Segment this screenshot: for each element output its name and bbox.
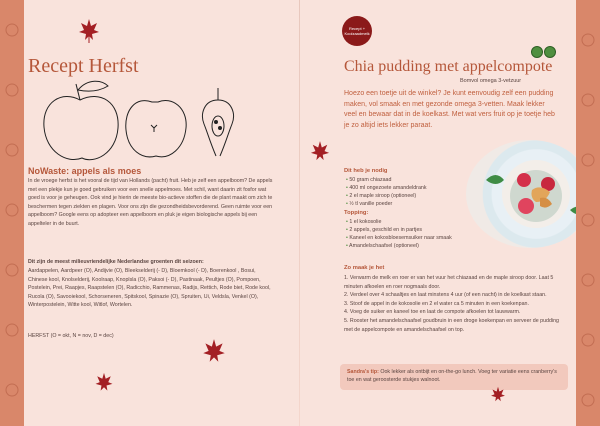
page-title-left: Recept Herfst [28,55,139,77]
maple-leaf-icon [78,18,100,44]
step-item: 2. Verdeel over 4 schaaltjes en laat minstens 4 uur (of een nacht) in de koelkast staan. [344,292,547,299]
topping-title: Topping: [344,210,369,216]
veg-heading: Dit zijn de meest milieuvriendelijke Nederlandse groenten dit seizoen: [28,259,204,265]
tip-box [340,364,568,390]
ingredient-item: • 50 gram chiazaad [346,176,426,184]
ingredient-item: • 2 el maple siroop (optioneel) [346,192,426,200]
ingredient-item: • ½ tl vanille poeder [346,200,426,208]
recipe-subtitle: Bomvol omega 3-vetzuur [460,78,522,84]
ingredients-title: Dit heb je nodig [344,168,388,174]
topping-item: • 2 appels, geschild en in partjes [346,226,452,234]
season-legend: HERFST (O = okt, N = nov, D = dec) [28,333,114,339]
tip-text: Ook lekker als ontbijt en on-the-go lunch. Voeg ter variatie eens cranberry's toe en wat geroosterde stukjes walnoot. [347,369,557,383]
gluten-free-badge-icon [544,46,556,58]
apple-drawings [32,72,244,166]
topping-item: • 1 el kokosolie [346,218,452,226]
stamp-text: Recept + Koolzaadmelk [344,26,370,36]
steps-title: Zo maak je het [344,265,385,271]
recipe-title: Chia pudding met appelcompote [344,58,553,75]
step-item: 3. Stoof de appel in de kokosolie en 2 el water ca 5 minuten in een koekenpan. [344,300,529,307]
maple-leaf-icon [490,386,506,404]
step-item: 5. Rooster het amandelschaafsel goudbruin in een droge koekenpan en serveer de pudding met de appelcompote en amandelschaafsel on top. [344,317,559,333]
pudding-illustration [466,140,576,248]
left-page [24,0,300,426]
maple-leaf-icon [310,140,330,164]
vegan-badge-icon [531,46,543,58]
topping-item: • Amandelschaafsel (optioneel) [346,242,452,250]
step-item: 4. Voeg de suiker en kaneel toe en laat de compote afkoelen tot lauwwarm. [344,309,521,316]
veg-list: Aardappelen, Aardpeer (O), Andijvie (O), Bleekselderij (- D), Bloemkool (- D), Boerenkool , Bosui, Chinese kool, Knolselderij, Koolraap, Knoplsla (O), Paksoi (- D), Pastinaak, Peultjes (O), Pompoen, Postelein, Prei, Raapjes, Raapstelen (O), Radicchio, Rammenas, Radijs, Rettich, Rode biet, Rode kool, Rucola (O), Savooiekool, Schorseneren, Spitskool, Spinazie (O), Spruiten, Ui, Veldsla, Venkel (O), Winterpostelein, Witte kool, Witlof, Wortelen. [28,268,271,309]
ingredients-list [346,176,426,208]
maple-leaf-icon [202,338,226,366]
tip-label: Sandra's tip: [347,369,379,375]
ingredient-item: • 400 ml ongezoete amandeldrank [346,184,426,192]
intro-text-left: In de vroege herfst is het vooral de tijd van Hollands (pacht) fruit. Heb je zelf een appelboom? De appels met een plekje kun je goed gebruiken voor een snelle appelmoes. Met schil, want daarin zit fosfor wat goed is voor je geheugen. Ook vind je hierin de meeste bio-actieve stoffen die de plant maakt om zich te beschermen tegen ziekten en plagen. Voor ons zijn die gezondheidsbevorderend. Geen ruimte voor een appelboom? Google eens op adopteer een appelboom en pluk je eigen biologische appels bij een appelteler in de buurt. [28,178,273,227]
maple-leaf-icon [94,372,114,394]
pudding-photo [466,140,576,248]
recipe-intro: Hoezo een toetje uit de winkel? Je kunt eenvoudig zelf een pudding maken, vol smaak en met gezonde omega 3-vetten. Maak lekker veel en bewaar dat in de koelkast. Met wat vers fruit op je toetje heb je zo altijd iets lekker paraat. [344,90,555,129]
steps-list [344,274,564,334]
topping-list [346,218,452,250]
right-page [300,0,576,426]
recipe-stamp [342,16,372,46]
step-item: 1. Verwarm de melk en roer er van het vuur het chiazaad en de maple siroop door. Laat 5 minuten afkoelen en roer nogmaals door. [344,275,554,290]
topping-item: • Kaneel en kokosbloesemsuiker naar smaak [346,234,452,242]
section-title-nowaste: NoWaste: appels als moes [28,166,142,176]
